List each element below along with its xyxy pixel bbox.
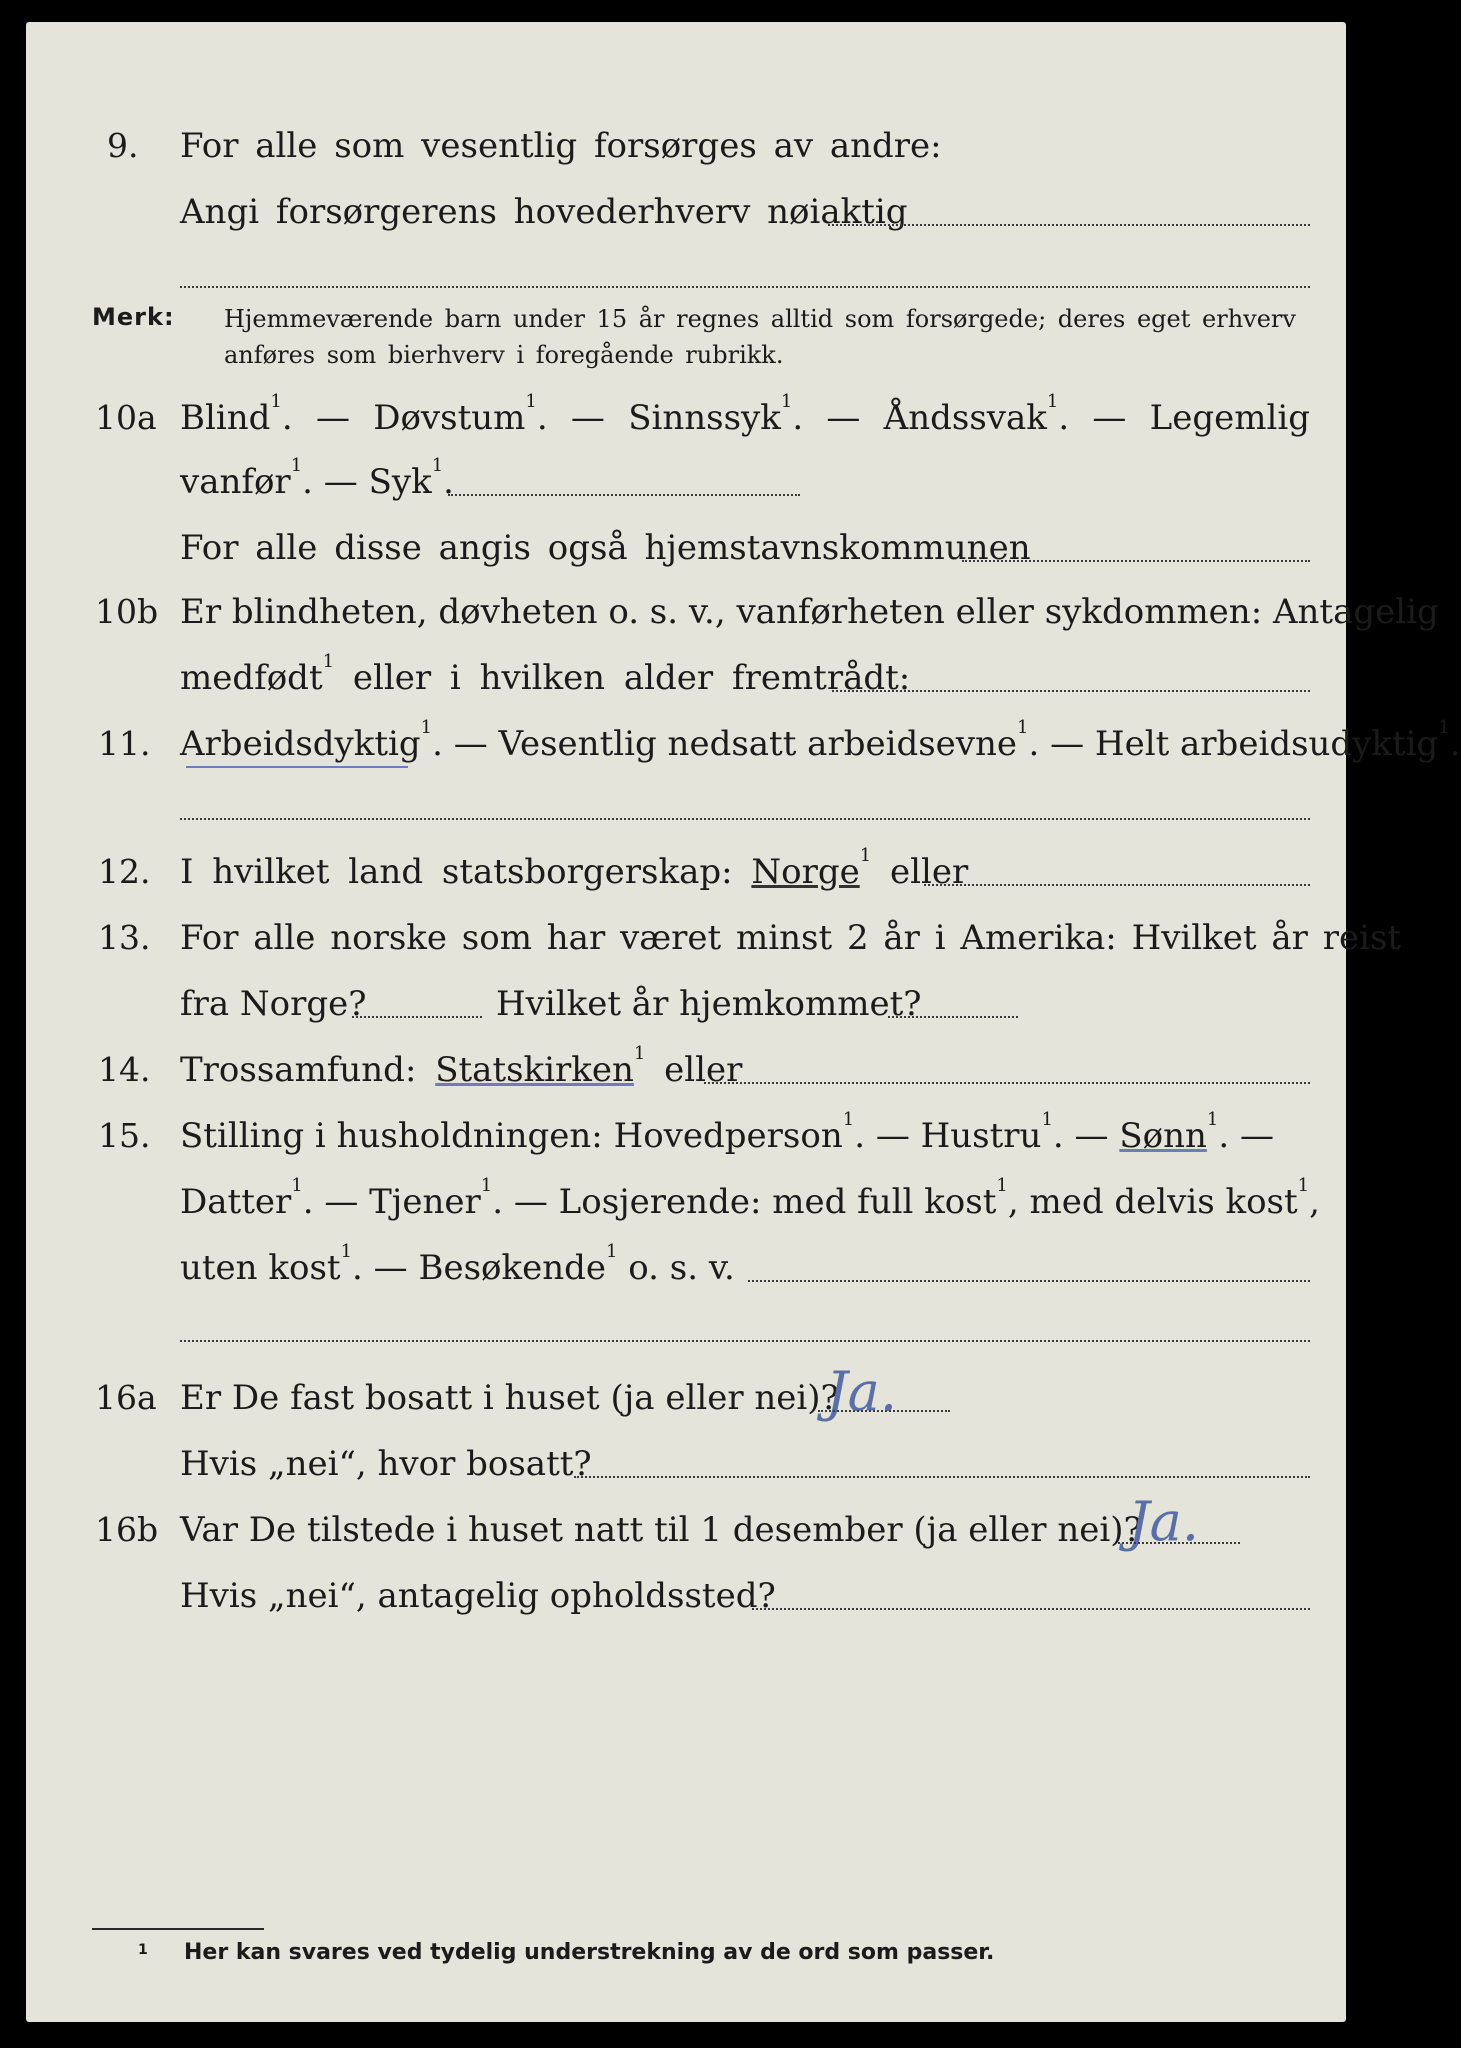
q11-extra-line[interactable]	[180, 818, 1310, 820]
q16a-bosatt-line[interactable]	[574, 1476, 1310, 1478]
q12-number: 12.	[98, 852, 151, 891]
q9-answer-line[interactable]	[828, 224, 1310, 226]
q11-number: 11.	[98, 724, 151, 763]
q10a-blind: Blind$^1$.	[180, 391, 293, 438]
footnote-mark: 1	[138, 1942, 148, 1958]
q13-hjemkommet-line[interactable]	[888, 1016, 1018, 1018]
q9-line2: Angi forsørgerens hovederhverv nøiaktig	[180, 192, 908, 232]
q11-arbeidsdyktig: Arbeidsdyktig$^1$.	[180, 717, 443, 764]
q10a-sinnssyk: Sinnssyk$^1$.	[628, 391, 804, 438]
q16b-handwritten-answer: Ja.	[1128, 1490, 1200, 1553]
dash: —	[1092, 398, 1127, 438]
dash: —	[826, 398, 861, 438]
footnote-text: Her kan svares ved tydelig understrekning av de ord som passer.	[184, 1940, 995, 1965]
q10b-answer-line[interactable]	[832, 690, 1310, 692]
q10a-line2	[180, 455, 454, 504]
q10a-legemlig: Legemlig	[1149, 398, 1310, 438]
dash: —	[315, 398, 350, 438]
q15-extra-line[interactable]	[180, 1340, 1310, 1342]
q10a-number: 10a	[95, 398, 157, 437]
q16b-number: 16b	[95, 1510, 159, 1549]
q10b-line1: Er blindheten, døvheten o. s. v., vanførheten eller sykdommen: Antagelig	[180, 592, 1439, 632]
q16a-number: 16a	[95, 1378, 157, 1417]
q11-handwritten-underline	[186, 766, 408, 768]
q15-line2: Datter$^1$. — Tjener$^1$. — Losjerende: med full kost$^1$, med delvis kost$^1$,	[180, 1175, 1320, 1222]
merk-line2: anføres som bierhverv i foregående rubrikk.	[224, 341, 784, 369]
q12-answer-line[interactable]	[924, 884, 1310, 886]
q16b-answer-line[interactable]	[1118, 1542, 1240, 1544]
q16a-answer-line[interactable]	[818, 1410, 950, 1412]
dash: —	[323, 462, 358, 502]
q13-line1: For alle norske som har været minst 2 år i Amerika: Hvilket år reist	[180, 918, 1402, 958]
q14-answer-line[interactable]	[704, 1082, 1310, 1084]
q10a-hjemstavn-line[interactable]	[962, 560, 1310, 562]
footnote-rule	[92, 1928, 264, 1930]
q15-number: 15.	[98, 1116, 151, 1155]
q16b-opholdssted-line[interactable]	[752, 1608, 1310, 1610]
q13-hjemkommet: Hvilket år hjemkommet?	[496, 984, 922, 1024]
q14-line: Trossamfund: Statskirken$^1$ eller	[180, 1043, 743, 1090]
q15-line1: Stilling i husholdningen: Hovedperson$^1$. — Hustru$^1$. — Sønn$^1$. —	[180, 1109, 1274, 1156]
q10a-vanfor: vanfør$^1$.	[180, 455, 313, 502]
q13-fra-norge: fra Norge?	[180, 984, 367, 1024]
q14-statskirken: Statskirken	[435, 1050, 634, 1090]
q14-number: 14.	[98, 1050, 151, 1089]
q12-norge: Norge	[751, 852, 860, 892]
q16b-line1: Var De tilstede i huset natt til 1 desember (ja eller nei)?	[180, 1510, 1142, 1550]
q15-answer-line[interactable]	[748, 1280, 1310, 1282]
dash: —	[570, 398, 605, 438]
q9-extra-line[interactable]	[180, 286, 1310, 288]
q15-line3: uten kost$^1$. — Besøkende$^1$ o. s. v.	[180, 1241, 735, 1288]
q10b-number: 10b	[95, 592, 159, 631]
q13-reist-line[interactable]	[352, 1016, 482, 1018]
q11-line1: Arbeidsdyktig$^1$. — Vesentlig nedsatt arbeidsevne$^1$. — Helt arbeidsudyktig$^1$.	[180, 717, 1461, 764]
q10b-line2: medfødt$^1$ eller i hvilken alder fremtrådt:	[180, 651, 911, 698]
q10a-line1	[180, 391, 1310, 440]
q10a-dovstum: Døvstum$^1$.	[373, 391, 548, 438]
q11-nedsatt: Vesentlig nedsatt arbeidsevne$^1$.	[498, 717, 1040, 764]
q16a-line2: Hvis „nei“, hvor bosatt?	[180, 1444, 592, 1484]
merk-line1: Hjemmeværende barn under 15 år regnes alltid som forsørgede; deres eget erhverv	[224, 305, 1296, 333]
merk-label: Merk:	[92, 303, 175, 331]
q10a-answer-line[interactable]	[448, 494, 800, 496]
q16a-line1: Er De fast bosatt i huset (ja eller nei)?	[180, 1378, 839, 1418]
q16b-line2: Hvis „nei“, antagelig opholdssted?	[180, 1576, 776, 1616]
q9-number: 9.	[107, 126, 139, 165]
q12-line: I hvilket land statsborgerskap: Norge$^1$ eller	[180, 845, 969, 892]
q10a-line3: For alle disse angis også hjemstavnskommunen	[180, 528, 1031, 568]
q15-sonn: Sønn	[1119, 1116, 1207, 1156]
q10a-andssvak: Åndssvak$^1$.	[883, 391, 1070, 438]
q9-line1: For alle som vesentlig forsørges av andre:	[180, 126, 942, 166]
q11-udyktig: Helt arbeidsudyktig$^1$.	[1094, 717, 1461, 764]
q13-number: 13.	[98, 918, 151, 957]
q16a-handwritten-answer: Ja.	[826, 1360, 898, 1423]
q10a-syk: Syk$^1$.	[368, 455, 454, 502]
